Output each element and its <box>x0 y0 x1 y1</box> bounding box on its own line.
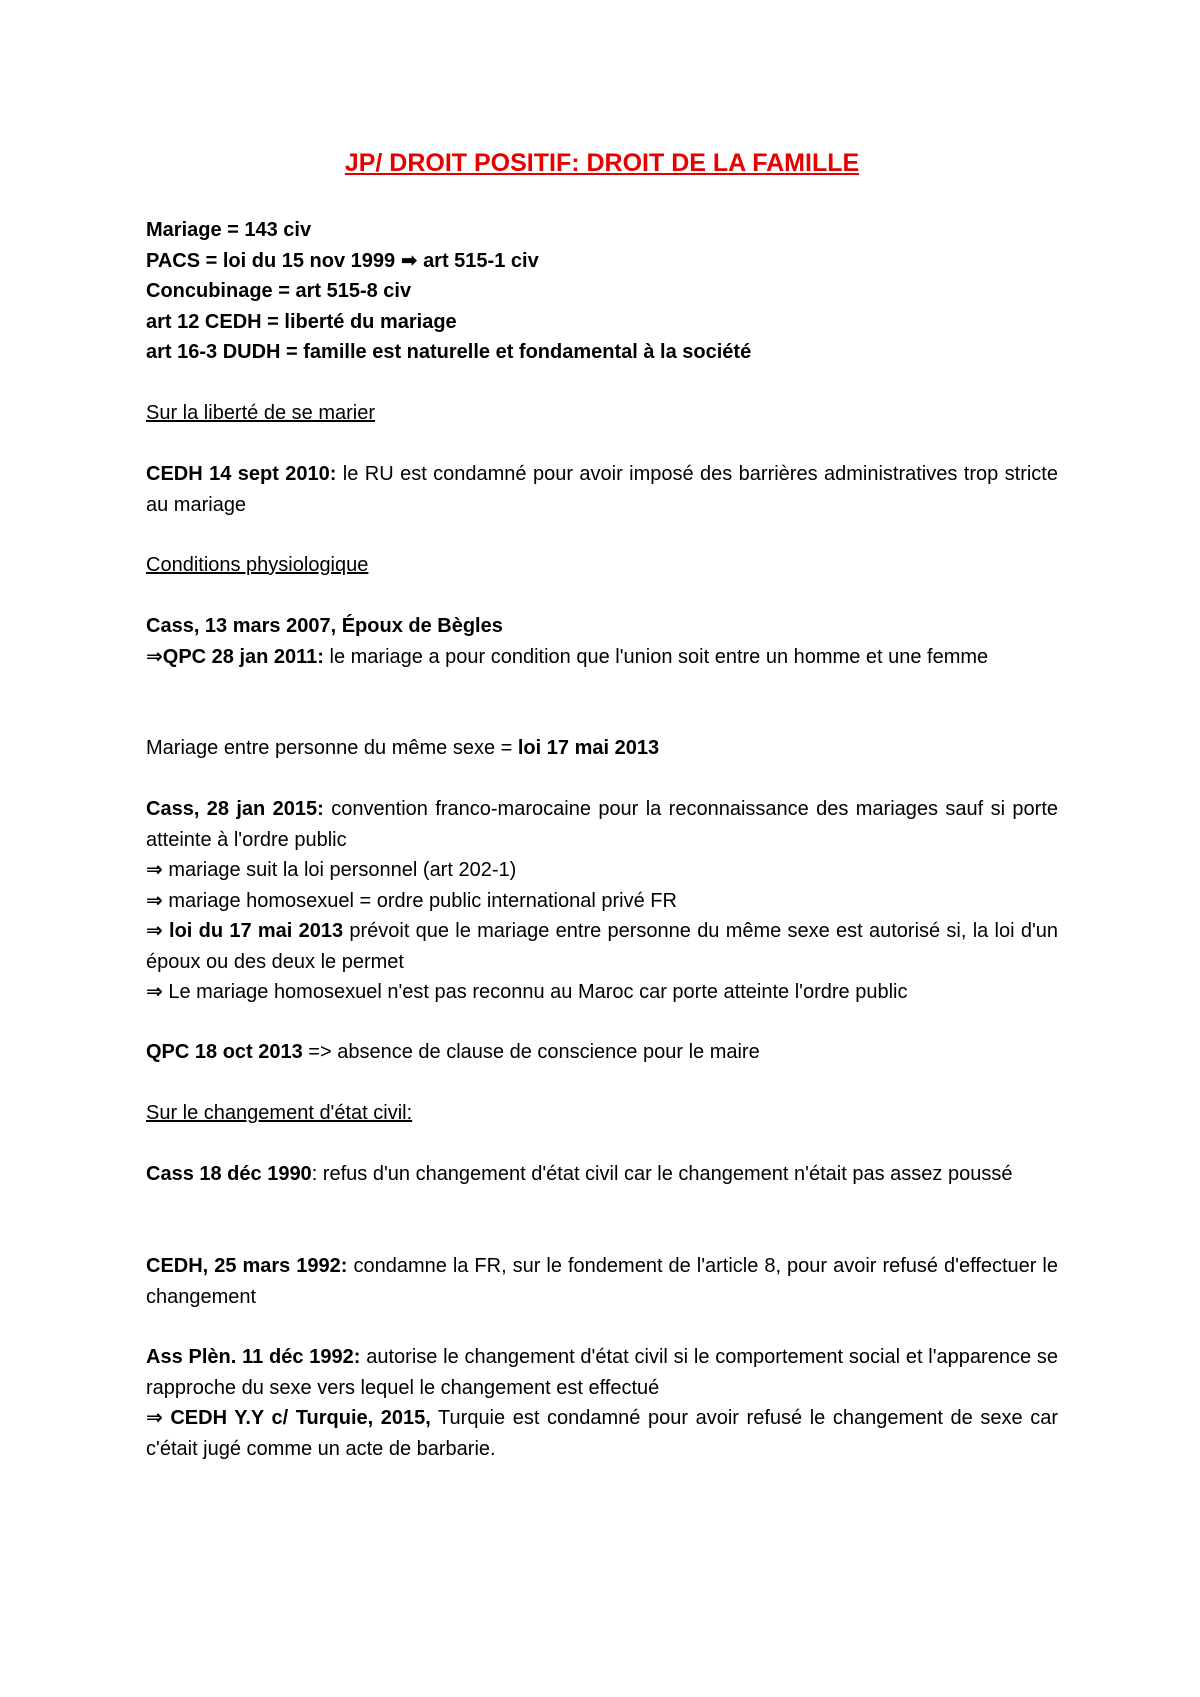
paragraph <box>146 1159 1058 1190</box>
arrow-line <box>146 916 1058 977</box>
double-arrow-icon: ⇒ <box>146 1407 163 1429</box>
section-heading: Sur le changement d'état civil: <box>146 1102 413 1124</box>
page-title: JP/ DROIT POSITIF: DROIT DE LA FAMILLE <box>344 149 860 177</box>
double-arrow-icon: ⇒ <box>146 889 163 912</box>
paragraph-text: Le mariage homosexuel n'est pas reconnu au Maroc car porte atteinte l'ordre public <box>162 981 908 1003</box>
paragraph-line <box>146 1342 1058 1403</box>
paragraph <box>146 611 1058 672</box>
summary-text: art 515-1 civ <box>423 249 539 272</box>
paragraph <box>146 1037 1058 1068</box>
paragraph-text: mariage suit la loi personnel (art 202-1) <box>162 859 517 881</box>
case-reference: Cass, 28 jan 2015: <box>146 798 324 820</box>
section-heading: Conditions physiologique <box>146 554 369 576</box>
paragraph-text: autorise le changement d'état civil si le comportement social et l'apparence se rapproche du sexe vers lequel le changement est effectué <box>146 1346 1058 1399</box>
arrow-line <box>146 1403 1058 1464</box>
law-reference: loi du 17 mai 2013 <box>162 920 344 942</box>
arrow-line <box>146 977 1058 1008</box>
case-reference: QPC 28 jan 2011: <box>162 645 324 668</box>
paragraph-text: => absence de clause de conscience pour le maire <box>302 1041 760 1063</box>
paragraph-text: le mariage a pour condition que l'union soit entre un homme et une femme <box>323 645 989 668</box>
paragraph <box>146 733 1058 764</box>
paragraph <box>146 1251 1058 1312</box>
arrow-line <box>146 642 1058 673</box>
summary-line: Concubinage = art 515-8 civ <box>146 280 412 302</box>
summary-list <box>146 215 1058 368</box>
case-reference: CEDH 14 sept 2010: <box>146 463 337 485</box>
case-reference: CEDH, 25 mars 1992: <box>146 1255 348 1277</box>
paragraph-text: condamne la FR, sur le fondement de l'article 8, pour avoir refusé d'effectuer le changement <box>146 1255 1059 1308</box>
paragraph-text: convention franco-marocaine pour la reconnaissance des mariages sauf si porte atteinte à l'ordre public <box>146 798 1058 851</box>
section-heading: Sur la liberté de se marier <box>146 402 375 424</box>
summary-line: art 16-3 DUDH = famille est naturelle et fondamental à la société <box>146 341 752 363</box>
paragraph-text: Mariage entre personne du même sexe = <box>146 737 518 759</box>
case-reference: QPC 18 oct 2013 <box>146 1041 303 1063</box>
paragraph-text: le RU est condamné pour avoir imposé des barrières administratives trop stricte au mariage <box>146 463 1058 516</box>
double-arrow-icon: ⇒ <box>146 859 163 881</box>
paragraph <box>146 1342 1058 1464</box>
paragraph <box>146 794 1058 1008</box>
paragraph-text: prévoit que le mariage entre personne du même sexe est autorisé si, la loi d'un époux ou des deux le permet <box>146 920 1059 973</box>
case-reference: Cass, 13 mars 2007, Époux de Bègles <box>146 615 503 637</box>
paragraph-line <box>146 794 1058 855</box>
paragraph-text: : refus d'un changement d'état civil car le changement n'était pas assez poussé <box>311 1163 1013 1185</box>
summary-line: Mariage = 143 civ <box>146 219 312 241</box>
case-reference: CEDH Y.Y c/ Turquie, 2015, <box>162 1407 431 1429</box>
law-reference: loi 17 mai 2013 <box>517 737 660 759</box>
case-reference: Ass Plèn. 11 déc 1992: <box>146 1346 361 1368</box>
summary-line <box>146 246 1058 277</box>
right-arrow-icon: ➡ <box>400 249 418 272</box>
summary-text: PACS = loi du 15 nov 1999 <box>146 249 396 272</box>
double-arrow-icon: ⇒ <box>146 920 163 942</box>
case-reference: Cass 18 déc 1990 <box>146 1163 312 1185</box>
summary-line: art 12 CEDH = liberté du mariage <box>146 310 457 333</box>
double-arrow-icon: ⇒ <box>146 645 163 668</box>
paragraph-text: mariage homosexuel = ordre public international privé FR <box>162 889 677 912</box>
paragraph <box>146 459 1058 520</box>
double-arrow-icon: ⇒ <box>146 981 163 1003</box>
arrow-line <box>146 855 1058 886</box>
arrow-line <box>146 886 1058 917</box>
paragraph-text: Turquie est condamné pour avoir refusé le changement de sexe car c'était jugé comme un acte de barbarie. <box>146 1407 1058 1460</box>
